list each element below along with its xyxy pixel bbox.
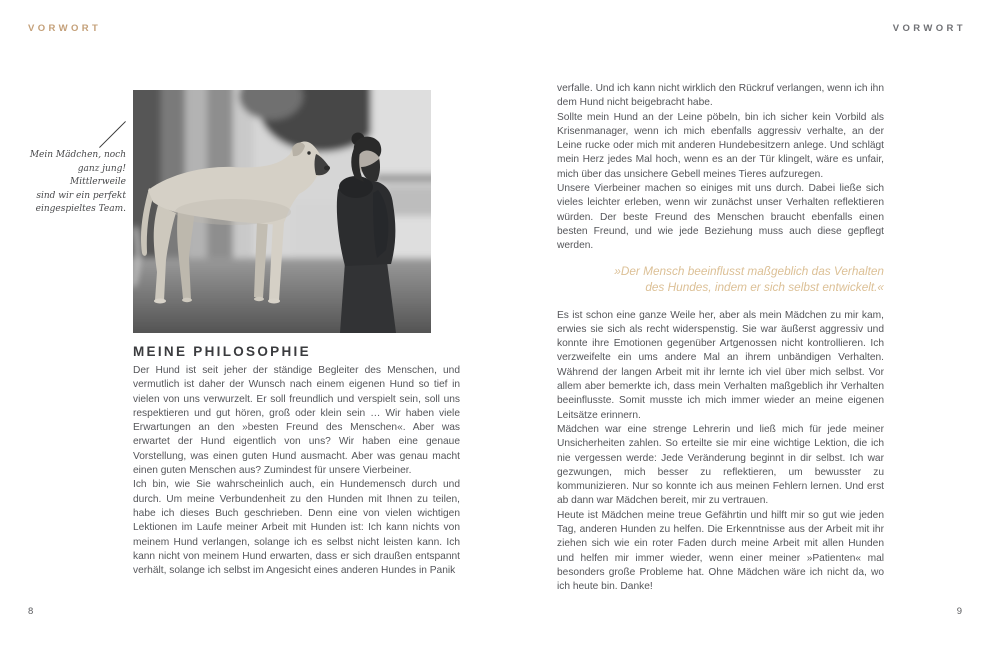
right-text-column [557, 82, 884, 595]
body-paragraph: Der Hund ist seit jeher der ständige Begleiter des Menschen, und vermutlich ist daher der Wunsch nach einem eigenen Hund so tief in vielen von uns verwurzelt. Er soll freundlich und verspielt sein, soll uns respektieren und gut hören, groß oder klein sein … Wir haben viele Erwartungen an den »besten Freund des Menschen«. Aber was erwartet der Hund eigentlich von uns? Wir haben eine genaue Vorstellung, was einen guten Hund ausmacht. Aber was genau macht einen guten Menschen aus? Zumindest für unsere Vierbeiner. [133, 365, 460, 477]
body-paragraph: Mädchen war eine strenge Lehrerin und ließ mich für jede meiner Unsicherheiten zahlen. So erteilte sie mir eine wichtige Lektion, die ich nie vergessen werde: Jede Veränderung beginnt in dir selbst. Ich war gezwungen, mich besser zu reflektieren, um bewusster zu kommunizieren. Nur so konnte ich aus meinen Fehlern lernen. Und erst ab dann war Mädchen bereit, mir zu vertrauen. [557, 423, 884, 507]
man-and-dog-photo [133, 90, 431, 333]
body-paragraph: Sollte mein Hund an der Leine pöbeln, bin ich sicher kein Vorbild als Krisenmanager, wenn ich mich ebenfalls aggressiv verhalte, an der Leine rucke oder mich mit anderen Hundebesitzern anlege. Und schlägt mein Herz jedes Mal hoch, wenn es an der Tür klingelt, wäre es unfair, mich über das unsichere Gebell meines Tieres aufzuregen. [557, 111, 884, 180]
pull-quote-line: des Hundes, indem er sich selbst entwickelt.« [645, 280, 884, 295]
caption-pointer-line [99, 121, 126, 148]
photo-caption [28, 149, 126, 217]
page-number-right: 9 [956, 606, 962, 617]
body-paragraph: verfalle. Und ich kann nicht wirklich den Rückruf verlangen, wenn ich ihn dem Hund nicht beigebracht habe. [557, 83, 884, 109]
body-paragraph: Unsere Vierbeiner machen so einiges mit uns durch. Dabei ließe sich vieles leichter erleben, wenn wir zunächst unser Verhalten reflektieren würden. Der beste Freund des Menschen braucht ebenfalls einen besten Freund, und wie jede Beziehung muss auch diese gepflegt werden. [557, 183, 884, 252]
caption-line: eingespieltes Team. [35, 204, 126, 214]
running-head-left: VORWORT [28, 23, 102, 34]
caption-line: sind wir ein perfekt [36, 190, 126, 201]
pull-quote-line: »Der Mensch beeinflusst maßgeblich das Verhalten [614, 263, 884, 278]
body-paragraph: Ich bin, wie Sie wahrscheinlich auch, ein Hundemensch durch und durch. Um meine Verbundenheit zu den Hunden mit Ihnen zu teilen, habe ich dieses Buch geschrieben. Denn eine von vielen wichtigen Lektionen im Laufe meiner Arbeit mit Hunden ist: Ich kann nichts von meinem Hund verlangen, solange ich es selbst nicht leisten kann. Ich kann nicht von meinem Hund erwarten, dass er sich draußen entspannt verhält, solange ich selbst im Angesicht eines anderen Hundes in Panik [133, 479, 460, 577]
section-heading: MEINE PHILOSOPHIE [133, 344, 311, 359]
running-head-right: VORWORT [892, 23, 966, 34]
pull-quote [557, 263, 884, 296]
body-paragraph: Heute ist Mädchen meine treue Gefährtin und hilft mir so gut wie jeden Tag, anderen Hunden zu helfen. Die Erkenntnisse aus der Arbeit mit ihr ziehen sich wie ein roter Faden durch meine Arbeit mit allen Hunden und helfen mir immer wieder, wenn einer meiner »Patienten« mal besonders große Probleme hat. Ohne Mädchen wäre ich nicht da, wo ich heute bin. Danke! [557, 509, 884, 593]
caption-line: ganz jung! Mittlerweile [70, 163, 126, 187]
left-text-column [133, 364, 460, 578]
caption-line: Mein Mädchen, noch [29, 150, 126, 160]
page-number-left: 8 [28, 606, 34, 617]
photo-illustration [133, 90, 431, 333]
body-paragraph: Es ist schon eine ganze Weile her, aber als mein Mädchen zu mir kam, erwies sie sich als recht widerspenstig. Sie war äußerst aggressiv und konnte ihre Emotionen gegenüber Artgenossen nicht kontrollieren. Ich verzweifelte ein ums andere Mal an ihrem unbändigen Verhalten. Während der langen Arbeit mit ihr lernte ich viel über mich selbst. Vor allem aber bemerkte ich, dass mein Verhalten maßgeblich ihr Verhalten beeinflusste. Somit musste ich mich immer wieder an meine eigenen Leitsätze erinnern. [557, 309, 884, 421]
